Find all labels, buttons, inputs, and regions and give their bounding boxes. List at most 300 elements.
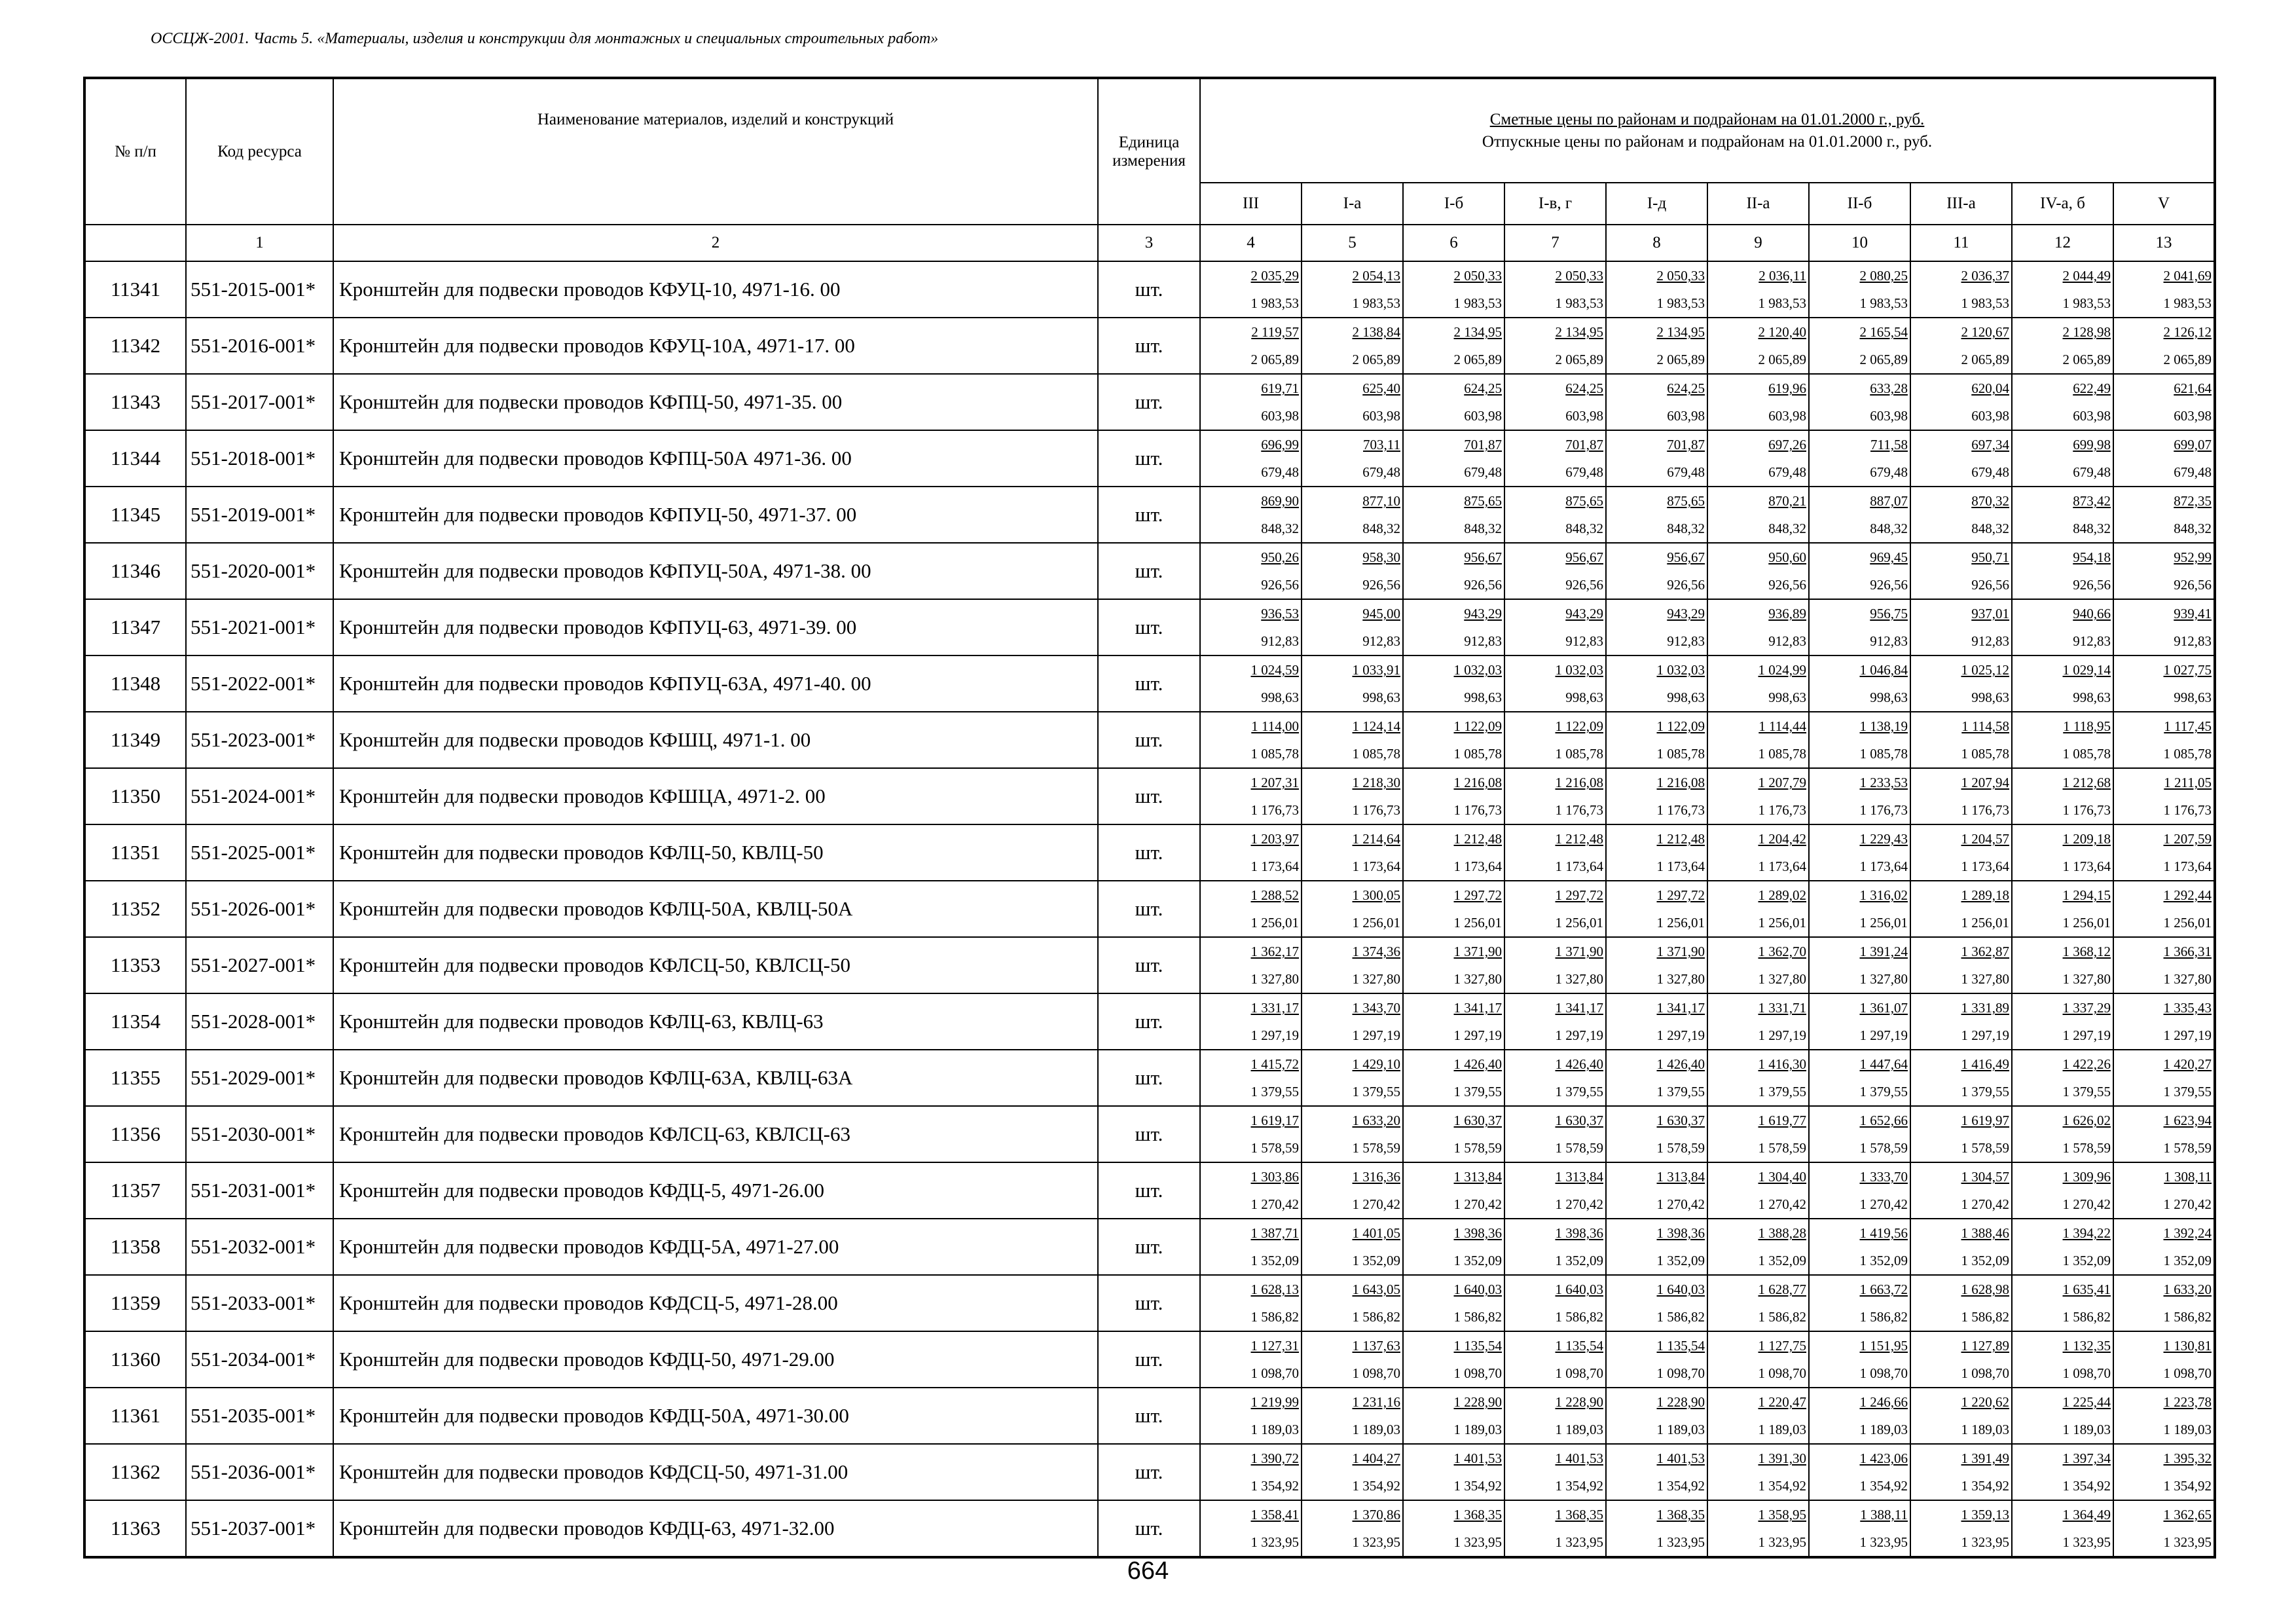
estimate-price: 1 333,70 [1859, 1169, 1908, 1185]
column-header-number: № п/п [84, 78, 186, 225]
estimate-price: 1 289,02 [1758, 887, 1806, 903]
release-price: 1 323,95 [1453, 1534, 1502, 1550]
price-cell [1504, 1162, 1606, 1219]
estimate-price: 940,66 [2073, 606, 2111, 621]
price-cell [1809, 1162, 1910, 1219]
release-price: 1 578,59 [1453, 1140, 1502, 1156]
estimate-price: 1 231,16 [1352, 1394, 1400, 1410]
price-cell [1809, 1219, 1910, 1275]
release-price: 912,83 [1667, 633, 1705, 649]
release-price: 1 354,92 [2163, 1478, 2212, 1494]
material-name: Кронштейн для подвески проводов КФЛСЦ-63, КВЛСЦ-63 [333, 1106, 1098, 1162]
price-cell [2012, 261, 2113, 318]
price-cell [1403, 824, 1504, 881]
estimate-price: 1 124,14 [1352, 718, 1400, 734]
estimate-price: 1 135,54 [1453, 1338, 1502, 1354]
price-cell [1910, 1500, 2012, 1557]
estimate-price: 1 032,03 [1555, 662, 1603, 678]
release-price: 998,63 [1667, 690, 1705, 705]
estimate-price: 2 119,57 [1251, 324, 1299, 340]
release-price: 1 578,59 [1758, 1140, 1806, 1156]
estimate-price: 2 165,54 [1859, 324, 1908, 340]
table-row [84, 1388, 2215, 1444]
release-price: 1 323,95 [1555, 1534, 1603, 1550]
estimate-price: 1 362,87 [1961, 944, 2009, 959]
release-price: 1 354,92 [1859, 1478, 1908, 1494]
price-cell [1707, 430, 1809, 487]
price-cell [1809, 374, 1910, 430]
price-cell [2012, 768, 2113, 824]
material-name: Кронштейн для подвески проводов КФЛЦ-63, КВЛЦ-63 [333, 993, 1098, 1050]
row-number: 11362 [84, 1444, 186, 1500]
table-row [84, 1275, 2215, 1331]
estimate-price: 1 361,07 [1859, 1000, 1908, 1016]
release-price: 1 354,92 [1555, 1478, 1603, 1494]
material-name: Кронштейн для подвески проводов КФЛСЦ-50, КВЛСЦ-50 [333, 937, 1098, 993]
estimate-price: 699,98 [2073, 437, 2111, 452]
estimate-price: 1 138,19 [1859, 718, 1908, 734]
release-price: 1 323,95 [1758, 1534, 1806, 1550]
release-price: 848,32 [1768, 521, 1806, 536]
release-price: 1 586,82 [1352, 1309, 1400, 1325]
estimate-price: 1 225,44 [2062, 1394, 2111, 1410]
price-cell [1403, 1219, 1504, 1275]
price-cell [1910, 768, 2012, 824]
price-cell [1302, 487, 1403, 543]
release-price: 1 098,70 [1656, 1365, 1705, 1381]
price-cell [1606, 374, 1707, 430]
price-cell [1200, 430, 1302, 487]
region-header: I-в, г [1504, 183, 1606, 225]
price-cell [1910, 655, 2012, 712]
price-cell [1910, 712, 2012, 768]
material-name: Кронштейн для подвески проводов КФДЦ-63, 4971-32.00 [333, 1500, 1098, 1557]
release-price: 998,63 [2174, 690, 2212, 705]
price-cell [1809, 768, 1910, 824]
price-cell [1403, 1050, 1504, 1106]
price-cell [1910, 1388, 2012, 1444]
release-price: 2 065,89 [1352, 352, 1400, 367]
release-price: 1 176,73 [2062, 802, 2111, 818]
estimate-price: 1 633,20 [2163, 1282, 2212, 1297]
table-row [84, 712, 2215, 768]
release-price: 1 176,73 [1961, 802, 2009, 818]
release-price: 1 323,95 [1250, 1534, 1299, 1550]
release-price: 1 586,82 [1656, 1309, 1705, 1325]
estimate-price: 697,34 [1971, 437, 2009, 452]
release-price: 912,83 [1464, 633, 1502, 649]
material-name: Кронштейн для подвески проводов КФДЦ-50А, 4971-30.00 [333, 1388, 1098, 1444]
estimate-price: 1 114,44 [1758, 718, 1806, 734]
estimate-price: 1 313,84 [1656, 1169, 1705, 1185]
release-price: 1 352,09 [1352, 1253, 1400, 1268]
estimate-price: 1 628,13 [1250, 1282, 1299, 1297]
release-price: 1 176,73 [1352, 802, 1400, 818]
release-price: 1 297,19 [2062, 1027, 2111, 1043]
estimate-price: 1 366,31 [2163, 944, 2212, 959]
release-price: 1 173,64 [2062, 858, 2111, 874]
price-cell [2113, 487, 2215, 543]
row-number: 11352 [84, 881, 186, 937]
price-cell [1200, 937, 1302, 993]
price-cell [2113, 655, 2215, 712]
price-cell [2113, 937, 2215, 993]
estimate-price: 2 134,95 [1555, 324, 1603, 340]
price-cell [1403, 768, 1504, 824]
price-cell [1606, 543, 1707, 599]
release-price: 1 379,55 [1758, 1084, 1806, 1099]
price-cell [2012, 487, 2113, 543]
estimate-price: 624,25 [1565, 380, 1603, 396]
row-number: 11359 [84, 1275, 186, 1331]
release-price: 1 176,73 [1555, 802, 1603, 818]
estimate-price: 950,71 [1971, 549, 2009, 565]
estimate-price: 624,25 [1464, 380, 1502, 396]
estimate-price: 1 151,95 [1859, 1338, 1908, 1354]
price-cell [1302, 881, 1403, 937]
row-number: 11343 [84, 374, 186, 430]
estimate-price: 1 415,72 [1250, 1056, 1299, 1072]
estimate-price: 943,29 [1565, 606, 1603, 621]
estimate-price: 1 387,71 [1250, 1225, 1299, 1241]
material-name: Кронштейн для подвески проводов КФДСЦ-5, 4971-28.00 [333, 1275, 1098, 1331]
release-price: 1 379,55 [1961, 1084, 2009, 1099]
price-cell [1910, 374, 2012, 430]
release-price: 1 352,09 [1758, 1253, 1806, 1268]
estimate-price: 1 416,30 [1758, 1056, 1806, 1072]
column-number: 4 [1200, 225, 1302, 261]
material-name: Кронштейн для подвески проводов КФУЦ-10А, 4971-17. 00 [333, 318, 1098, 374]
price-cell [2113, 1500, 2215, 1557]
column-number: 10 [1809, 225, 1910, 261]
price-cell [1606, 1219, 1707, 1275]
release-price: 2 065,89 [2163, 352, 2212, 367]
estimate-price: 1 212,48 [1555, 831, 1603, 847]
price-cell [1504, 1275, 1606, 1331]
estimate-price: 1 297,72 [1656, 887, 1705, 903]
estimate-price: 1 394,22 [2062, 1225, 2111, 1241]
estimate-price: 950,26 [1261, 549, 1299, 565]
estimate-price: 872,35 [2174, 493, 2212, 509]
release-price: 1 098,70 [1758, 1365, 1806, 1381]
estimate-price: 696,99 [1261, 437, 1299, 452]
estimate-price: 1 630,37 [1656, 1113, 1705, 1128]
price-cell [1910, 1331, 2012, 1388]
price-cell [2113, 374, 2215, 430]
estimate-price: 1 640,03 [1656, 1282, 1705, 1297]
price-cell [1302, 374, 1403, 430]
estimate-price: 1 228,90 [1656, 1394, 1705, 1410]
price-cell [1504, 599, 1606, 655]
unit-of-measure: шт. [1098, 1050, 1200, 1106]
estimate-price: 1 032,03 [1453, 662, 1502, 678]
material-name: Кронштейн для подвески проводов КФПЦ-50, 4971-35. 00 [333, 374, 1098, 430]
release-price: 1 098,70 [1453, 1365, 1502, 1381]
column-number [84, 225, 186, 261]
unit-of-measure: шт. [1098, 1388, 1200, 1444]
estimate-price: 1 218,30 [1352, 775, 1400, 790]
resource-code: 551-2026-001* [186, 881, 333, 937]
estimate-price: 1 404,27 [1352, 1450, 1400, 1466]
price-cell [1504, 768, 1606, 824]
estimate-price: 958,30 [1362, 549, 1400, 565]
price-cell [1910, 487, 2012, 543]
estimate-price: 697,26 [1768, 437, 1806, 452]
estimate-price: 2 050,33 [1656, 268, 1705, 284]
release-price: 2 065,89 [1758, 352, 1806, 367]
estimate-price: 1 401,05 [1352, 1225, 1400, 1241]
release-price: 1 323,95 [1656, 1534, 1705, 1550]
row-number: 11347 [84, 599, 186, 655]
release-price: 1 352,09 [1453, 1253, 1502, 1268]
row-number: 11349 [84, 712, 186, 768]
row-number: 11357 [84, 1162, 186, 1219]
column-number: 13 [2113, 225, 2215, 261]
unit-of-measure: шт. [1098, 318, 1200, 374]
release-price: 1 256,01 [2062, 915, 2111, 931]
price-cell [1302, 1331, 1403, 1388]
release-price: 1 327,80 [1758, 971, 1806, 987]
price-cell [1302, 768, 1403, 824]
estimate-price: 1 229,43 [1859, 831, 1908, 847]
price-cell [1403, 1500, 1504, 1557]
price-cell [1302, 1275, 1403, 1331]
release-price: 1 189,03 [1758, 1422, 1806, 1437]
price-cell [1707, 318, 1809, 374]
price-cell [1200, 712, 1302, 768]
region-header: I-б [1403, 183, 1504, 225]
row-number: 11350 [84, 768, 186, 824]
release-price: 1 352,09 [1859, 1253, 1908, 1268]
estimate-price: 1 619,77 [1758, 1113, 1806, 1128]
price-cell [1403, 993, 1504, 1050]
resource-code: 551-2033-001* [186, 1275, 333, 1331]
estimate-price: 1 628,98 [1961, 1282, 2009, 1297]
price-cell [1200, 1275, 1302, 1331]
release-price: 1 983,53 [1656, 295, 1705, 311]
price-cell [2113, 824, 2215, 881]
estimate-price: 1 398,36 [1555, 1225, 1603, 1241]
price-cell [2012, 712, 2113, 768]
column-number: 11 [1910, 225, 2012, 261]
release-price: 1 586,82 [2163, 1309, 2212, 1325]
price-cell [1504, 824, 1606, 881]
resource-code: 551-2035-001* [186, 1388, 333, 1444]
resource-code: 551-2028-001* [186, 993, 333, 1050]
estimate-price: 1 652,66 [1859, 1113, 1908, 1128]
release-price: 926,56 [1870, 577, 1908, 593]
release-price: 848,32 [1464, 521, 1502, 536]
estimate-price: 877,10 [1362, 493, 1400, 509]
price-cell [1200, 318, 1302, 374]
estimate-price: 1 316,02 [1859, 887, 1908, 903]
price-cell [1707, 712, 1809, 768]
release-price: 912,83 [1565, 633, 1603, 649]
release-price: 1 173,64 [1453, 858, 1502, 874]
estimate-price: 1 288,52 [1250, 887, 1299, 903]
price-cell [1606, 599, 1707, 655]
release-price: 1 256,01 [1758, 915, 1806, 931]
estimate-price: 1 663,72 [1859, 1282, 1908, 1297]
release-price: 679,48 [2174, 464, 2212, 480]
release-price: 1 323,95 [1961, 1534, 2009, 1550]
estimate-price: 887,07 [1870, 493, 1908, 509]
price-cell [1504, 1219, 1606, 1275]
price-cell [1403, 430, 1504, 487]
estimate-price: 1 032,03 [1656, 662, 1705, 678]
release-price: 1 189,03 [1250, 1422, 1299, 1437]
estimate-price: 1 114,00 [1251, 718, 1299, 734]
estimate-price: 1 447,64 [1859, 1056, 1908, 1072]
price-cell [1504, 993, 1606, 1050]
estimate-price: 701,87 [1565, 437, 1603, 452]
release-price: 1 085,78 [1453, 746, 1502, 762]
estimate-price: 1 335,43 [2163, 1000, 2212, 1016]
estimate-price: 1 619,97 [1961, 1113, 2009, 1128]
release-price: 912,83 [1971, 633, 2009, 649]
price-cell [1910, 261, 2012, 318]
release-price: 1 189,03 [1352, 1422, 1400, 1437]
release-price: 1 327,80 [1555, 971, 1603, 987]
release-price: 1 297,19 [1555, 1027, 1603, 1043]
release-price: 848,32 [1667, 521, 1705, 536]
release-price: 1 578,59 [2062, 1140, 2111, 1156]
resource-code: 551-2023-001* [186, 712, 333, 768]
release-price: 998,63 [1768, 690, 1806, 705]
release-price: 926,56 [1971, 577, 2009, 593]
estimate-price: 870,21 [1768, 493, 1806, 509]
estimate-price: 1 371,90 [1656, 944, 1705, 959]
release-price: 1 352,09 [1656, 1253, 1705, 1268]
release-price: 1 586,82 [2062, 1309, 2111, 1325]
estimate-price: 1 246,66 [1859, 1394, 1908, 1410]
row-number: 11361 [84, 1388, 186, 1444]
release-price: 1 983,53 [1453, 295, 1502, 311]
price-cell [2012, 1275, 2113, 1331]
estimate-price: 950,60 [1768, 549, 1806, 565]
price-cell [2113, 768, 2215, 824]
estimate-price: 2 120,40 [1758, 324, 1806, 340]
region-header: V [2113, 183, 2215, 225]
price-cell [1910, 881, 2012, 937]
release-price: 1 379,55 [2062, 1084, 2111, 1099]
release-price: 998,63 [1464, 690, 1502, 705]
release-price: 679,48 [1362, 464, 1400, 480]
estimate-price: 1 426,40 [1453, 1056, 1502, 1072]
price-cell [1200, 1500, 1302, 1557]
estimate-price: 2 120,67 [1961, 324, 2009, 340]
table-row [84, 261, 2215, 318]
release-price: 1 297,19 [1352, 1027, 1400, 1043]
estimate-price: 1 341,17 [1453, 1000, 1502, 1016]
region-header: III-а [1910, 183, 2012, 225]
release-price: 1 379,55 [1656, 1084, 1705, 1099]
release-price: 926,56 [1667, 577, 1705, 593]
price-cell [1403, 599, 1504, 655]
release-price: 912,83 [1870, 633, 1908, 649]
release-price: 848,32 [2174, 521, 2212, 536]
price-cell [1200, 1106, 1302, 1162]
estimate-price: 1 223,78 [2163, 1394, 2212, 1410]
resource-code: 551-2034-001* [186, 1331, 333, 1388]
release-price: 1 297,19 [1656, 1027, 1705, 1043]
price-cell [1606, 1050, 1707, 1106]
region-header: I-а [1302, 183, 1403, 225]
estimate-price: 1 368,35 [1656, 1507, 1705, 1522]
release-price: 912,83 [2174, 633, 2212, 649]
price-cell [2113, 318, 2215, 374]
estimate-price: 936,89 [1768, 606, 1806, 621]
estimate-price: 1 391,24 [1859, 944, 1908, 959]
estimate-price: 624,25 [1667, 380, 1705, 396]
price-cell [1504, 881, 1606, 937]
material-name: Кронштейн для подвески проводов КФПУЦ-50А, 4971-38. 00 [333, 543, 1098, 599]
estimate-price: 1 426,40 [1555, 1056, 1603, 1072]
table-row [84, 937, 2215, 993]
price-cell [2113, 1162, 2215, 1219]
release-price: 1 354,92 [1656, 1478, 1705, 1494]
release-price: 2 065,89 [1859, 352, 1908, 367]
release-price: 1 983,53 [1961, 295, 2009, 311]
price-cell [1200, 824, 1302, 881]
row-number: 11345 [84, 487, 186, 543]
release-price: 1 098,70 [1352, 1365, 1400, 1381]
price-cell [1809, 824, 1910, 881]
unit-of-measure: шт. [1098, 1106, 1200, 1162]
price-cell [2113, 543, 2215, 599]
release-price: 1 578,59 [1656, 1140, 1705, 1156]
release-price: 1 352,09 [1555, 1253, 1603, 1268]
estimate-price: 1 309,96 [2062, 1169, 2111, 1185]
release-price: 848,32 [1362, 521, 1400, 536]
estimate-price: 1 341,17 [1555, 1000, 1603, 1016]
resource-code: 551-2020-001* [186, 543, 333, 599]
estimate-price: 1 294,15 [2062, 887, 2111, 903]
estimate-price: 1 313,84 [1555, 1169, 1603, 1185]
estimate-price: 956,67 [1565, 549, 1603, 565]
price-cell [1606, 937, 1707, 993]
material-name: Кронштейн для подвески проводов КФЛЦ-50, КВЛЦ-50 [333, 824, 1098, 881]
estimate-price: 1 204,57 [1961, 831, 2009, 847]
release-price: 1 578,59 [1352, 1140, 1400, 1156]
estimate-price: 1 331,71 [1758, 1000, 1806, 1016]
estimate-price: 1 135,54 [1656, 1338, 1705, 1354]
estimate-price: 1 398,36 [1453, 1225, 1502, 1241]
release-price: 1 085,78 [1250, 746, 1299, 762]
estimate-price: 1 289,18 [1961, 887, 2009, 903]
estimate-price: 1 122,09 [1555, 718, 1603, 734]
price-cell [1302, 712, 1403, 768]
price-cell [2012, 430, 2113, 487]
release-price: 1 327,80 [1453, 971, 1502, 987]
price-cell [1200, 768, 1302, 824]
price-cell [1200, 1050, 1302, 1106]
estimate-price: 956,67 [1464, 549, 1502, 565]
price-cell [1606, 318, 1707, 374]
release-price: 1 270,42 [2062, 1196, 2111, 1212]
price-cell [2113, 1388, 2215, 1444]
price-cell [1707, 768, 1809, 824]
release-price: 1 327,80 [2163, 971, 2212, 987]
estimate-price: 1 401,53 [1453, 1450, 1502, 1466]
resource-code: 551-2018-001* [186, 430, 333, 487]
table-row [84, 1500, 2215, 1557]
price-cell [1504, 655, 1606, 712]
price-cell [1606, 1444, 1707, 1500]
price-cell [1707, 881, 1809, 937]
release-price: 1 586,82 [1555, 1309, 1603, 1325]
estimate-price: 1 401,53 [1555, 1450, 1603, 1466]
